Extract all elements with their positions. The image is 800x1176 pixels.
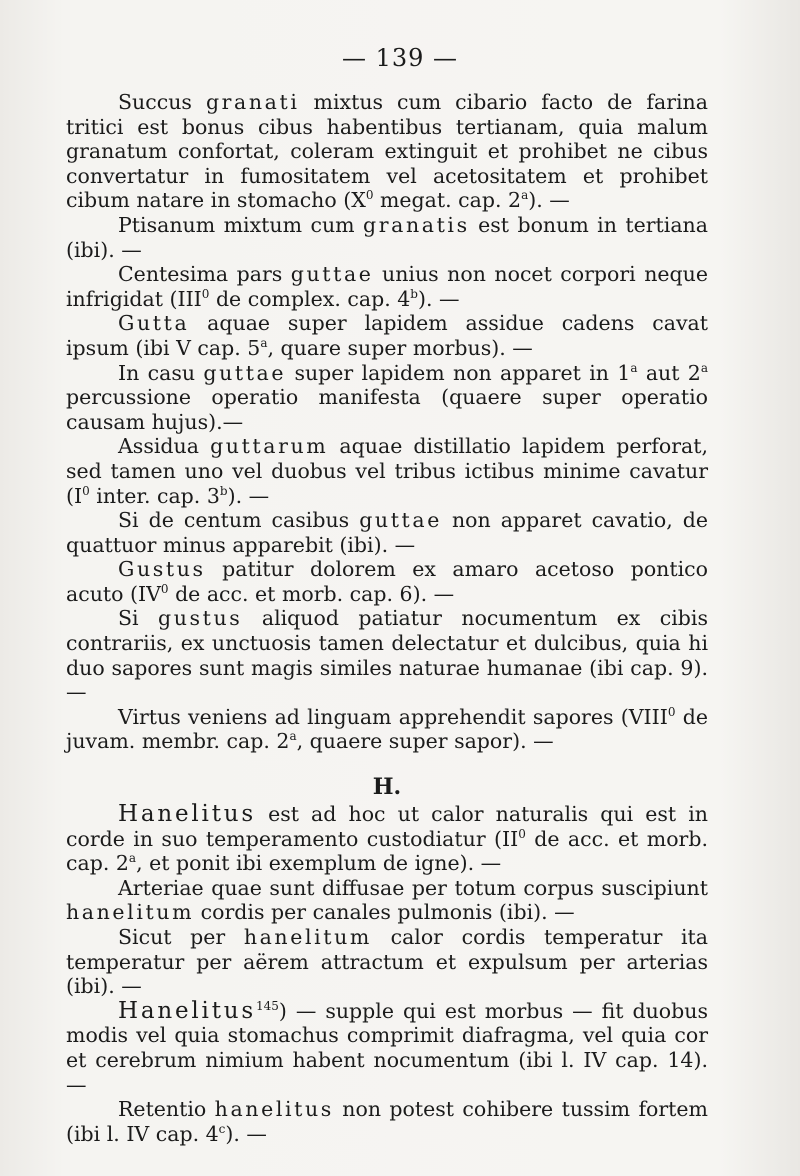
spaced-keyword: Gutta (118, 311, 190, 336)
text-run: Centesima pars (118, 262, 291, 287)
text-run: patitur dolorem ex amaro acetoso pontico acuto (IV (66, 557, 708, 606)
text-run: , et ponit ibi exemplum de igne). — (136, 851, 502, 876)
text-run: Si (118, 606, 159, 631)
footnote-mark: a (630, 360, 638, 375)
text-run: est bonum in tertiana (ibi). — (66, 212, 708, 262)
footnote-mark: 0 (82, 483, 90, 498)
footnote-mark: b (219, 483, 228, 498)
spaced-keyword: Gustus (118, 557, 206, 582)
text-run: percussione operatio manifesta (quaere super operatio causam hujus).— (66, 385, 708, 434)
paragraph-in-casu (66, 361, 708, 435)
text-run: Virtus veniens ad linguam apprehendit sapores (VIII (118, 704, 668, 729)
footnote-mark: 0 (201, 286, 210, 301)
footnote-mark: 145 (255, 998, 279, 1013)
text-run: megat. cap. 2 (373, 188, 522, 213)
text-run: inter. cap. 3 (89, 483, 220, 508)
paragraph-succus-granati (66, 90, 708, 213)
spaced-keyword: Hanelitus (118, 997, 256, 1024)
spaced-keyword: guttae (203, 360, 287, 385)
text-run: ). — (227, 483, 270, 508)
footnote-mark: a (700, 360, 708, 375)
section-heading: H. (372, 774, 402, 801)
text-run: aliquod patiatur nocumentum ex cibis contrariis, ex unctuosis tamen delectatur et dulcibus, quia hi duo sapores sunt magis similes naturae humanae (ibi cap. 9). — (66, 606, 708, 705)
text-run: Arteriae quae sunt diffusae per totum corpus suscipiunt (118, 875, 708, 900)
paragraph-si-de-centum (66, 508, 708, 557)
paragraph-gutta-aquae (66, 311, 708, 360)
paragraph-centesima (66, 262, 708, 311)
footnote-mark: 0 (160, 582, 169, 597)
spaced-keyword: guttae (359, 508, 442, 533)
text-run: Assidua (118, 434, 211, 459)
text-run: non apparet cavatio, de quattuor minus apparebit (ibi). — (66, 508, 708, 557)
text-run: , quaere super sapor). — (296, 729, 554, 754)
text-run: Si de centum casibus (118, 508, 360, 533)
footnote-mark: b (410, 286, 418, 301)
text-run: ). — (528, 188, 570, 213)
entries-g (66, 90, 708, 754)
text-run: ). — (225, 1121, 267, 1146)
text-run: , quare super morbus). — (267, 335, 533, 360)
paragraph-si-gustus (66, 606, 708, 704)
spaced-keyword: Hanelitus (118, 801, 256, 828)
spaced-keyword: guttarum (210, 434, 329, 459)
paragraph-retentio (66, 1097, 708, 1146)
spaced-keyword: granatis (363, 212, 470, 237)
text-run: est ad hoc ut calor naturalis qui est in corde in suo temperamento custodiatur (II (66, 802, 708, 851)
spaced-keyword: gustus (158, 606, 243, 631)
spaced-keyword: hanelitum (66, 900, 195, 925)
spaced-keyword: guttae (290, 262, 374, 287)
text-run: de complex. cap. 4 (209, 286, 411, 311)
spaced-keyword: granati (205, 90, 300, 114)
paragraph-hanelitus-est (66, 802, 708, 876)
text-run: de acc. et morb. cap. 2 (66, 826, 708, 876)
entries-h (66, 802, 708, 1146)
paragraph-gustus-patitur (66, 557, 708, 606)
paragraph-sicut (66, 925, 708, 999)
paragraph-ptisanum (66, 213, 708, 262)
text-run: non potest cohibere tussim fortem (ibi l. IV cap. 4 (66, 1097, 708, 1146)
text-run: calor cordis temperatur ita temperatur per aërem attractum et expulsum per arterias (ibi). — (66, 925, 708, 999)
text-run: Sicut per (118, 925, 244, 949)
text-run: de acc. et morb. cap. 6). — (168, 581, 455, 606)
body-text (66, 90, 708, 1146)
footnote-mark: c (218, 1121, 226, 1136)
paragraph-arteriae (66, 876, 708, 925)
text-run: In casu (118, 360, 204, 385)
page-number: — 139 — (341, 44, 459, 72)
text-run: ). — (417, 286, 460, 311)
text-run: super lapidem non apparet in 1 (286, 360, 631, 385)
text-run: aut 2 (637, 360, 701, 385)
text-run: Ptisanum mixtum cum (118, 212, 364, 237)
footnote-mark: a (128, 851, 137, 866)
text-run: mixtus cum cibario facto de farina tritici est bonus cibus habentibus tertianam, quia malum granatum confortat, coleram extinguit et prohibet ne cibus convertatur in fumositatem vel acetositatem et prohibet cibum natare in stomacho (X (66, 90, 708, 213)
text-run: cordis per canales pulmonis (ibi). — (194, 900, 575, 925)
text-run: aquae distillatio lapidem perforat, sed tamen uno vel duobus vel tribus ictibus minime cavatur (I (66, 434, 709, 508)
footnote-mark: a (289, 729, 297, 744)
footnote-mark: a (260, 336, 268, 351)
text-run: de juvam. membr. cap. 2 (66, 704, 708, 754)
footnote-mark: 0 (667, 705, 676, 720)
paragraph-hanelitus-145 (66, 999, 708, 1097)
paragraph-assidua (66, 434, 708, 508)
footnote-mark: a (521, 188, 529, 203)
text-run: Retentio (118, 1097, 215, 1122)
spaced-keyword: hanelitus (214, 1097, 334, 1122)
text-run: unius non nocet corpori neque infrigidat (III (66, 262, 708, 311)
paragraph-virtus-veniens (66, 705, 708, 754)
text-run: aquae super lapidem assidue cadens cavat ipsum (ibi V cap. 5 (66, 311, 708, 360)
footnote-mark: 0 (365, 188, 374, 203)
text-run: ) — supple qui est morbus — fit duobus modis vel quia stomachus comprimit diafragma, vel quia cor et cerebrum nimium habent nocumentum (ibi l. IV cap. 14). — (66, 998, 708, 1097)
text-run: Succus (118, 90, 206, 114)
spaced-keyword: hanelitum (243, 925, 372, 949)
footnote-mark: 0 (518, 826, 526, 841)
